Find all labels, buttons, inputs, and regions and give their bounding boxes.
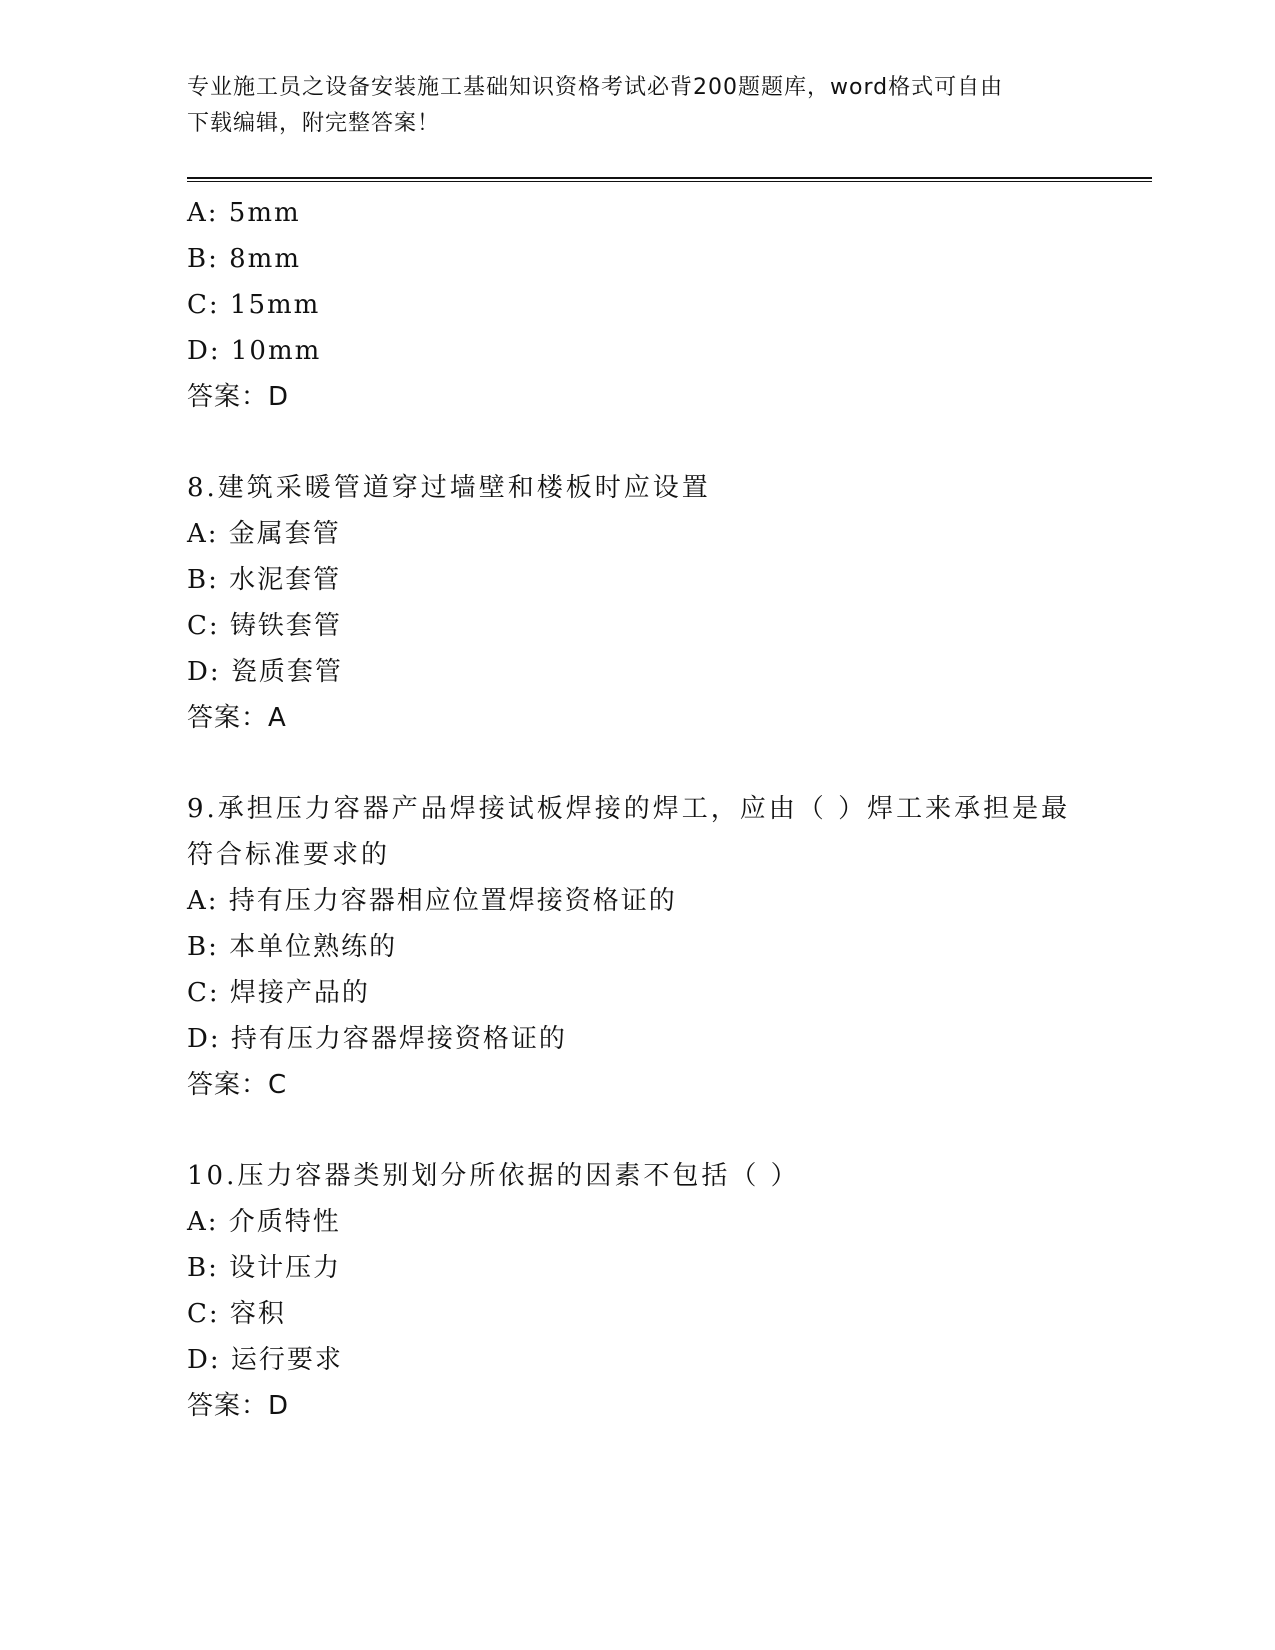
q7-option-a: A: 5mm (187, 198, 301, 228)
q9-option-c: C: 焊接产品的 (187, 978, 370, 1008)
q8-option-b: B: 水泥套管 (187, 565, 342, 595)
question-10-block (187, 1153, 1147, 1429)
question-list (187, 190, 1147, 1429)
question-9-block (187, 786, 1147, 1108)
q7-answer: 答案：D (187, 382, 290, 412)
question-7-block (187, 190, 1147, 420)
q8-answer: 答案：A (187, 703, 287, 733)
q9-option-a: A: 持有压力容器相应位置焊接资格证的 (187, 886, 677, 916)
q9-text (187, 786, 1087, 878)
q8-text: 8.建筑采暖管道穿过墙壁和楼板时应设置 (187, 473, 711, 503)
document-header (187, 70, 1067, 142)
q8-option-c: C: 铸铁套管 (187, 611, 342, 641)
q7-option-c: C: 15mm (187, 290, 321, 320)
q10-option-d: D: 运行要求 (187, 1345, 343, 1375)
q9-answer: 答案：C (187, 1070, 288, 1100)
q7-option-d: D: 10mm (187, 336, 322, 366)
header-rule-thick (187, 177, 1152, 179)
q10-option-b: B: 设计压力 (187, 1253, 342, 1283)
header-rule-thin (187, 181, 1152, 182)
q7-option-b: B: 8mm (187, 244, 301, 274)
header-line-1: 专业施工员之设备安装施工基础知识资格考试必背200题题库，word格式可自由 (187, 75, 1004, 100)
q10-answer: 答案：D (187, 1391, 290, 1421)
q8-option-a: A: 金属套管 (187, 519, 341, 549)
q9-option-d: D: 持有压力容器焊接资格证的 (187, 1024, 567, 1054)
q9-text-line-1: 9.承担压力容器产品焊接试板焊接的焊工，应由（ ）焊工来承担是最 (187, 794, 1071, 824)
q9-option-b: B: 本单位熟练的 (187, 932, 398, 962)
q10-option-a: A: 介质特性 (187, 1207, 341, 1237)
question-8-block (187, 465, 1147, 741)
q8-option-d: D: 瓷质套管 (187, 657, 343, 687)
q9-text-line-2: 符合标准要求的 (187, 840, 391, 870)
q10-text: 10.压力容器类别划分所依据的因素不包括（ ） (187, 1161, 800, 1191)
header-line-2: 下载编辑，附完整答案！ (187, 111, 441, 136)
q10-option-c: C: 容积 (187, 1299, 286, 1329)
